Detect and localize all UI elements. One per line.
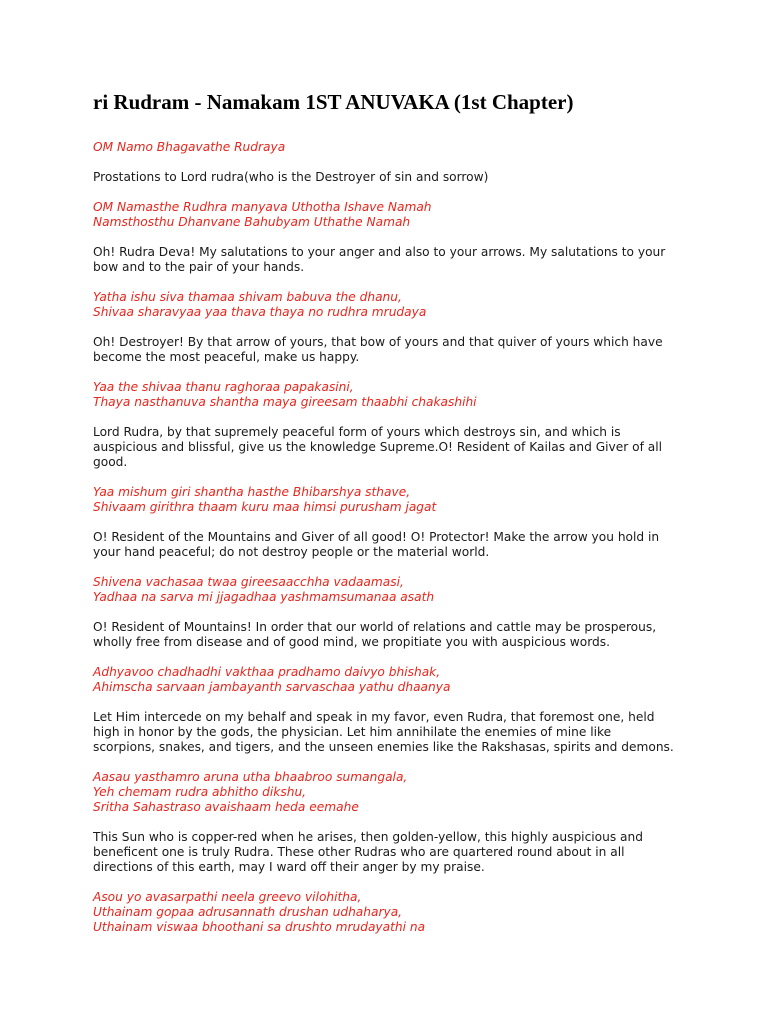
sanskrit-verse bbox=[93, 200, 673, 230]
text-line: Prostations to Lord rudra(who is the Destroyer of sin and sorrow) bbox=[93, 170, 489, 184]
text-line: Adhyavoo chadhadhi vakthaa pradhamo daivyo bhishak, bbox=[93, 665, 441, 679]
text-line: Uthainam gopaa adrusannath drushan udhaharya, bbox=[93, 905, 403, 919]
text-line: OM Namasthe Rudhra manyava Uthotha Ishave Namah bbox=[93, 200, 432, 214]
text-line: Sritha Sahastraso avaishaam heda eemahe bbox=[93, 800, 359, 814]
document-title: ri Rudram - Namakam 1ST ANUVAKA (1st Chapter) bbox=[93, 90, 574, 114]
text-line: O! Resident of Mountains! In order that our world of relations and cattle may be prosperous, bbox=[93, 620, 657, 634]
text-line: Let Him intercede on my behalf and speak in my favor, even Rudra, that foremost one, held bbox=[93, 710, 655, 724]
english-translation bbox=[93, 830, 673, 875]
text-line: Shivaa sharavyaa yaa thava thaya no rudhra mrudaya bbox=[93, 305, 427, 319]
text-line: Yatha ishu siva thamaa shivam babuva the dhanu, bbox=[93, 290, 402, 304]
text-line: directions of this earth, may I ward off their anger by my praise. bbox=[93, 860, 485, 874]
sanskrit-verse bbox=[93, 380, 673, 410]
text-line: wholly free from disease and of good mind, we propitiate you with auspicious words. bbox=[93, 635, 610, 649]
text-line: your hand peaceful; do not destroy people or the material world. bbox=[93, 545, 490, 559]
text-line: Asou yo avasarpathi neela greevo vilohitha, bbox=[93, 890, 362, 904]
text-line: Yaa the shivaa thanu raghoraa papakasini, bbox=[93, 380, 354, 394]
sanskrit-verse bbox=[93, 140, 673, 155]
text-line: Yadhaa na sarva mi jjagadhaa yashmamsumanaa asath bbox=[93, 590, 435, 604]
text-line: auspicious and blissful, give us the knowledge Supreme.O! Resident of Kailas and Giver of all bbox=[93, 440, 663, 454]
text-line: Thaya nasthanuva shantha maya gireesam thaabhi chakashihi bbox=[93, 395, 477, 409]
text-line: This Sun who is copper-red when he arises, then golden-yellow, this highly auspicious and bbox=[93, 830, 643, 844]
document-body bbox=[93, 140, 673, 935]
sanskrit-verse bbox=[93, 290, 673, 320]
text-line: beneficent one is truly Rudra. These other Rudras who are quartered round about in all bbox=[93, 845, 625, 859]
text-line: Yaa mishum giri shantha hasthe Bhibarshya sthave, bbox=[93, 485, 411, 499]
text-line: Namsthosthu Dhanvane Bahubyam Uthathe Namah bbox=[93, 215, 411, 229]
text-line: good. bbox=[93, 455, 128, 469]
text-line: Ahimscha sarvaan jambayanth sarvaschaa yathu dhaanya bbox=[93, 680, 451, 694]
sanskrit-verse bbox=[93, 665, 673, 695]
text-line: high in honor by the gods, the physician. Let him annihilate the enemies of mine like bbox=[93, 725, 612, 739]
sanskrit-verse bbox=[93, 575, 673, 605]
english-translation bbox=[93, 245, 673, 275]
text-line: scorpions, snakes, and tigers, and the unseen enemies like the Rakshasas, spirits and demons. bbox=[93, 740, 674, 754]
text-line: bow and to the pair of your hands. bbox=[93, 260, 305, 274]
text-line: O! Resident of the Mountains and Giver of all good! O! Protector! Make the arrow you hold in bbox=[93, 530, 660, 544]
text-line: Aasau yasthamro aruna utha bhaabroo sumangala, bbox=[93, 770, 408, 784]
text-line: Oh! Destroyer! By that arrow of yours, that bow of yours and that quiver of yours which have bbox=[93, 335, 663, 349]
document-page bbox=[93, 88, 673, 950]
english-translation bbox=[93, 170, 673, 185]
english-translation bbox=[93, 425, 673, 470]
text-line: Oh! Rudra Deva! My salutations to your anger and also to your arrows. My salutations to your bbox=[93, 245, 666, 259]
text-line: Shivaam girithra thaam kuru maa himsi purusham jagat bbox=[93, 500, 437, 514]
english-translation bbox=[93, 620, 673, 650]
sanskrit-verse bbox=[93, 770, 673, 815]
sanskrit-verse bbox=[93, 890, 673, 935]
english-translation bbox=[93, 530, 673, 560]
text-line: Uthainam viswaa bhoothani sa drushto mrudayathi na bbox=[93, 920, 426, 934]
english-translation bbox=[93, 335, 673, 365]
text-line: Yeh chemam rudra abhitho dikshu, bbox=[93, 785, 307, 799]
sanskrit-verse bbox=[93, 485, 673, 515]
text-line: Shivena vachasaa twaa gireesaacchha vadaamasi, bbox=[93, 575, 404, 589]
english-translation bbox=[93, 710, 673, 755]
text-line: OM Namo Bhagavathe Rudraya bbox=[93, 140, 286, 154]
text-line: Lord Rudra, by that supremely peaceful form of yours which destroys sin, and which is bbox=[93, 425, 621, 439]
text-line: become the most peaceful, make us happy. bbox=[93, 350, 360, 364]
